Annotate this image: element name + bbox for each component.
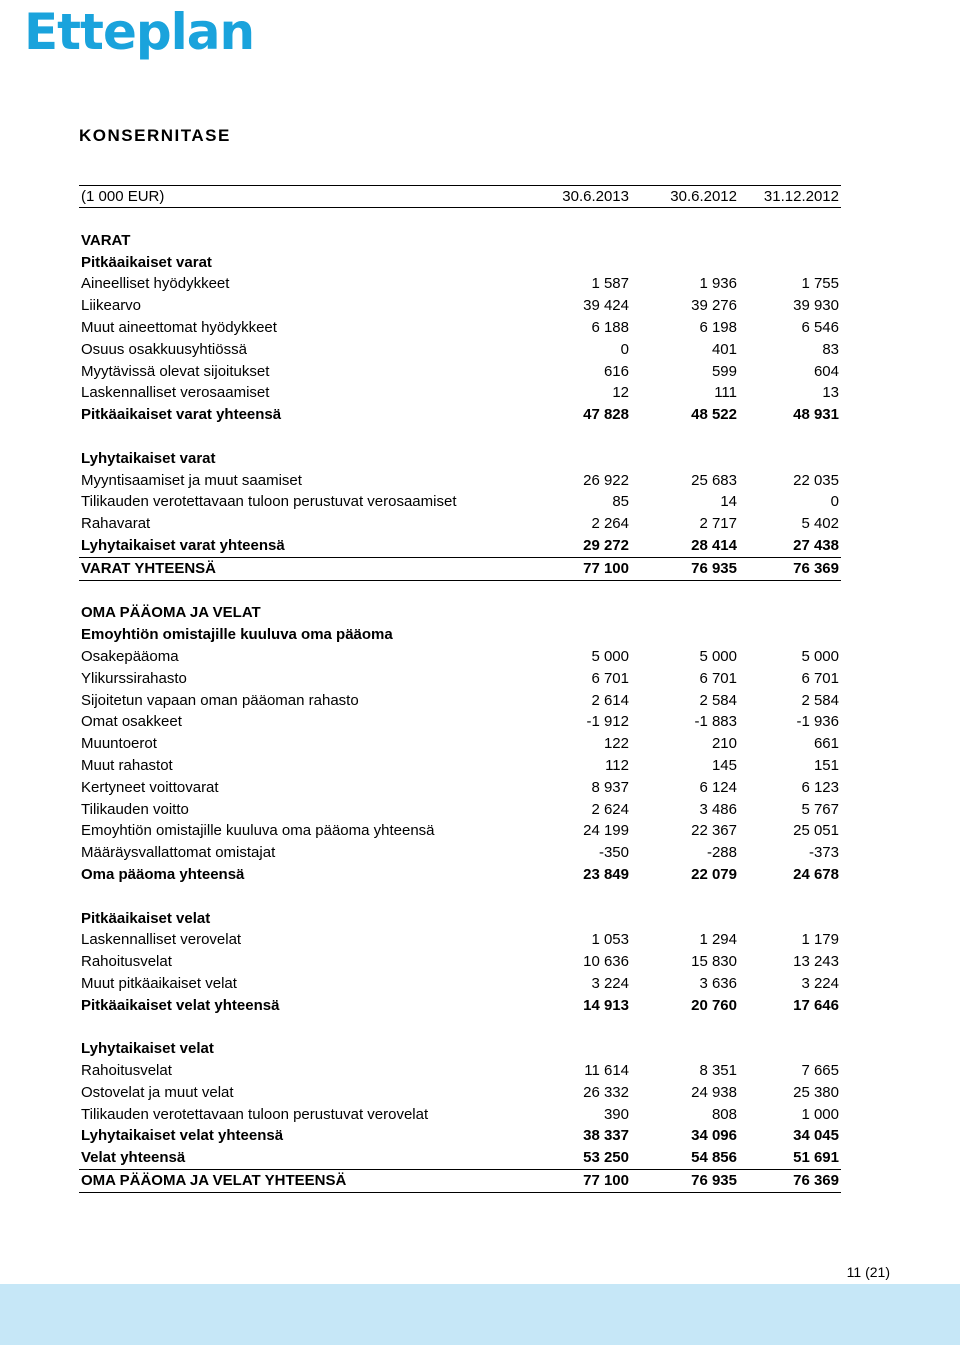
etteplan-logo: Etteplan bbox=[24, 3, 255, 61]
table-row bbox=[79, 995, 841, 1017]
row-value-col1: 145 bbox=[711, 756, 737, 774]
row-label: Pitkäaikaiset varat yhteensä bbox=[81, 406, 282, 424]
row-value-col2: 151 bbox=[813, 756, 839, 774]
row-value-col0: 616 bbox=[603, 362, 629, 380]
table-row bbox=[79, 755, 841, 777]
header-col-2012-full: 31.12.2012 bbox=[763, 188, 839, 205]
table-row bbox=[79, 668, 841, 690]
table-row bbox=[79, 908, 841, 930]
row-value-col0: 8 937 bbox=[591, 778, 629, 796]
row-value-col2: 24 678 bbox=[793, 865, 839, 883]
table-row bbox=[79, 1170, 841, 1193]
row-value-col1: -288 bbox=[706, 844, 737, 862]
table-row bbox=[79, 295, 841, 317]
row-label: Rahoitusvelat bbox=[81, 953, 172, 971]
row-value-col0: 1 053 bbox=[591, 931, 629, 949]
row-value-col0: 23 849 bbox=[583, 865, 629, 883]
row-value-col2: 0 bbox=[830, 493, 839, 511]
row-value-col1: 2 717 bbox=[699, 515, 737, 533]
table-row bbox=[79, 1038, 841, 1060]
row-label: Pitkäaikaiset velat yhteensä bbox=[81, 996, 280, 1014]
row-label: Pitkäaikaiset varat bbox=[81, 253, 212, 271]
row-label: VARAT bbox=[81, 231, 131, 249]
row-value-col0: 29 272 bbox=[583, 536, 629, 554]
row-value-col0: 0 bbox=[620, 340, 629, 358]
row-label: Pitkäaikaiset velat bbox=[81, 909, 211, 927]
row-value-col1: 39 276 bbox=[691, 297, 737, 315]
row-value-col0: -350 bbox=[598, 844, 629, 862]
row-label: Omat osakkeet bbox=[81, 713, 182, 731]
row-value-col1: 76 935 bbox=[691, 559, 737, 577]
row-value-col0: 2 614 bbox=[591, 691, 629, 709]
row-value-col2: 6 701 bbox=[801, 669, 839, 687]
row-value-col0: 3 224 bbox=[591, 974, 629, 992]
row-value-col0: 6 701 bbox=[591, 669, 629, 687]
row-value-col2: 22 035 bbox=[793, 471, 839, 489]
row-label: Aineelliset hyödykkeet bbox=[81, 275, 230, 293]
row-value-col0: -1 912 bbox=[586, 713, 629, 731]
table-row bbox=[79, 820, 841, 842]
row-label: Laskennalliset verosaamiset bbox=[81, 384, 270, 402]
row-value-col0: 2 264 bbox=[591, 515, 629, 533]
row-value-col1: 6 198 bbox=[699, 318, 737, 336]
row-value-col1: 5 000 bbox=[699, 647, 737, 665]
row-value-col1: 3 636 bbox=[699, 974, 737, 992]
row-label: VARAT YHTEENSÄ bbox=[81, 559, 217, 577]
row-value-col0: 38 337 bbox=[583, 1127, 629, 1145]
table-row bbox=[79, 951, 841, 973]
row-value-col0: 47 828 bbox=[583, 406, 629, 424]
table-row bbox=[79, 230, 841, 252]
row-value-col0: 14 913 bbox=[583, 996, 629, 1014]
row-value-col2: 13 bbox=[822, 384, 839, 402]
row-value-col1: 401 bbox=[711, 340, 737, 358]
row-value-col0: 39 424 bbox=[583, 297, 629, 315]
row-value-col1: 22 367 bbox=[691, 822, 737, 840]
table-row bbox=[79, 1082, 841, 1104]
balance-sheet-table bbox=[79, 185, 841, 1193]
table-row bbox=[79, 646, 841, 668]
row-value-col2: 27 438 bbox=[793, 536, 839, 554]
row-value-col2: 6 123 bbox=[801, 778, 839, 796]
table-row bbox=[79, 973, 841, 995]
row-value-col0: 390 bbox=[603, 1105, 629, 1123]
row-value-col0: 26 922 bbox=[583, 471, 629, 489]
row-value-col2: 25 380 bbox=[793, 1083, 839, 1101]
row-value-col1: 808 bbox=[711, 1105, 737, 1123]
row-value-col0: 12 bbox=[612, 384, 629, 402]
row-label: Osakepääoma bbox=[81, 647, 179, 665]
row-value-col0: 24 199 bbox=[583, 822, 629, 840]
row-value-col2: 76 369 bbox=[793, 1172, 839, 1190]
row-value-col2: -373 bbox=[808, 844, 839, 862]
row-value-col2: 76 369 bbox=[793, 559, 839, 577]
page-number: 11 (21) bbox=[846, 1264, 890, 1280]
row-value-col1: 1 294 bbox=[699, 931, 737, 949]
row-value-col2: 25 051 bbox=[793, 822, 839, 840]
row-label: OMA PÄÄOMA JA VELAT YHTEENSÄ bbox=[81, 1172, 347, 1190]
row-value-col2: 5 402 bbox=[801, 515, 839, 533]
row-value-col0: 1 587 bbox=[591, 275, 629, 293]
table-row bbox=[79, 777, 841, 799]
row-value-col2: 51 691 bbox=[793, 1149, 839, 1167]
row-label: Velat yhteensä bbox=[81, 1149, 186, 1167]
row-label: Oma pääoma yhteensä bbox=[81, 865, 245, 883]
row-value-col2: 34 045 bbox=[793, 1127, 839, 1145]
table-row bbox=[79, 273, 841, 295]
row-label: Määräysvallattomat omistajat bbox=[81, 844, 276, 862]
table-header bbox=[79, 185, 841, 208]
row-value-col2: 3 224 bbox=[801, 974, 839, 992]
table-row bbox=[79, 448, 841, 470]
row-value-col0: 10 636 bbox=[583, 953, 629, 971]
table-row bbox=[79, 711, 841, 733]
row-value-col0: 11 614 bbox=[584, 1062, 629, 1080]
row-value-col2: 7 665 bbox=[801, 1062, 839, 1080]
row-value-col2: 13 243 bbox=[793, 953, 839, 971]
row-value-col1: 76 935 bbox=[691, 1172, 737, 1190]
row-label: Lyhytaikaiset varat yhteensä bbox=[81, 536, 285, 554]
header-unit-label: (1 000 EUR) bbox=[81, 188, 165, 205]
table-row bbox=[79, 864, 841, 886]
table-row bbox=[79, 842, 841, 864]
row-value-col0: 5 000 bbox=[591, 647, 629, 665]
spacer-row bbox=[79, 426, 841, 448]
row-label: Myyntisaamiset ja muut saamiset bbox=[81, 471, 302, 489]
row-label: Osuus osakkuusyhtiössä bbox=[81, 340, 247, 358]
table-row bbox=[79, 339, 841, 361]
footer-bar bbox=[0, 1284, 960, 1345]
row-value-col0: 77 100 bbox=[583, 1172, 629, 1190]
row-label: Emoyhtiön omistajille kuuluva oma pääoma yhteensä bbox=[81, 822, 435, 840]
row-label: Sijoitetun vapaan oman pääoman rahasto bbox=[81, 691, 359, 709]
row-value-col1: 54 856 bbox=[691, 1149, 737, 1167]
row-value-col2: 661 bbox=[813, 735, 839, 753]
row-value-col1: 14 bbox=[720, 493, 737, 511]
row-value-col1: 20 760 bbox=[691, 996, 737, 1014]
row-value-col2: 6 546 bbox=[801, 318, 839, 336]
table-row bbox=[79, 624, 841, 646]
row-label: Rahoitusvelat bbox=[81, 1062, 172, 1080]
row-value-col1: 8 351 bbox=[699, 1062, 737, 1080]
spacer-row bbox=[79, 1016, 841, 1038]
row-value-col1: 6 701 bbox=[699, 669, 737, 687]
row-label: Tilikauden verotettavaan tuloon perustuvat verovelat bbox=[81, 1105, 429, 1123]
table-row bbox=[79, 1125, 841, 1147]
row-label: Lyhytaikaiset velat yhteensä bbox=[81, 1127, 284, 1145]
row-value-col1: 2 584 bbox=[699, 691, 737, 709]
row-value-col0: 85 bbox=[612, 493, 629, 511]
table-row bbox=[79, 1104, 841, 1126]
row-value-col2: 17 646 bbox=[793, 996, 839, 1014]
table-row bbox=[79, 602, 841, 624]
row-label: Muuntoerot bbox=[81, 735, 157, 753]
row-label: Tilikauden voitto bbox=[81, 800, 189, 818]
table-row bbox=[79, 491, 841, 513]
header-col-2013: 30.6.2013 bbox=[562, 188, 629, 205]
row-value-col1: -1 883 bbox=[694, 713, 737, 731]
row-value-col1: 24 938 bbox=[691, 1083, 737, 1101]
table-row bbox=[79, 317, 841, 339]
row-value-col2: 2 584 bbox=[801, 691, 839, 709]
table-row bbox=[79, 1060, 841, 1082]
row-value-col1: 599 bbox=[711, 362, 737, 380]
row-label: Kertyneet voittovarat bbox=[81, 778, 219, 796]
row-value-col0: 26 332 bbox=[583, 1083, 629, 1101]
row-value-col1: 111 bbox=[714, 384, 737, 402]
row-value-col2: 1 179 bbox=[801, 931, 839, 949]
row-value-col1: 28 414 bbox=[691, 536, 737, 554]
table-row bbox=[79, 404, 841, 426]
row-value-col0: 53 250 bbox=[583, 1149, 629, 1167]
row-value-col2: 5 000 bbox=[801, 647, 839, 665]
table-row bbox=[79, 361, 841, 383]
row-value-col1: 22 079 bbox=[691, 865, 737, 883]
spacer-row bbox=[79, 886, 841, 908]
row-value-col1: 15 830 bbox=[691, 953, 737, 971]
row-label: Tilikauden verotettavaan tuloon perustuvat verosaamiset bbox=[81, 493, 457, 511]
row-value-col2: 83 bbox=[822, 340, 839, 358]
row-value-col1: 34 096 bbox=[691, 1127, 737, 1145]
row-value-col2: 5 767 bbox=[801, 800, 839, 818]
table-row bbox=[79, 929, 841, 951]
row-label: Liikearvo bbox=[81, 297, 142, 315]
table-row bbox=[79, 382, 841, 404]
row-value-col1: 48 522 bbox=[691, 406, 737, 424]
row-value-col1: 6 124 bbox=[699, 778, 737, 796]
spacer-row bbox=[79, 581, 841, 603]
row-label: Lyhytaikaiset varat bbox=[81, 449, 216, 467]
row-value-col0: 2 624 bbox=[591, 800, 629, 818]
table-row bbox=[79, 690, 841, 712]
row-value-col0: 112 bbox=[605, 756, 629, 774]
row-value-col1: 25 683 bbox=[691, 471, 737, 489]
row-value-col2: 1 000 bbox=[801, 1105, 839, 1123]
table-row bbox=[79, 513, 841, 535]
row-value-col0: 6 188 bbox=[591, 318, 629, 336]
row-value-col1: 1 936 bbox=[699, 275, 737, 293]
row-label: Muut rahastot bbox=[81, 756, 173, 774]
row-label: Ylikurssirahasto bbox=[81, 669, 187, 687]
table-row bbox=[79, 252, 841, 274]
table-row bbox=[79, 470, 841, 492]
row-value-col1: 210 bbox=[711, 735, 737, 753]
row-label: Lyhytaikaiset velat bbox=[81, 1040, 214, 1058]
table-body bbox=[79, 208, 841, 1193]
spacer-row bbox=[79, 208, 841, 230]
row-value-col2: 39 930 bbox=[793, 297, 839, 315]
table-row bbox=[79, 535, 841, 558]
row-label: Muut aineettomat hyödykkeet bbox=[81, 318, 277, 336]
row-value-col2: 1 755 bbox=[801, 275, 839, 293]
row-label: Myytävissä olevat sijoitukset bbox=[81, 362, 270, 380]
table-row bbox=[79, 1147, 841, 1170]
header-col-2012-h1: 30.6.2012 bbox=[670, 188, 737, 205]
row-value-col2: 604 bbox=[813, 362, 839, 380]
row-label: Rahavarat bbox=[81, 515, 151, 533]
row-value-col1: 3 486 bbox=[699, 800, 737, 818]
row-value-col2: 48 931 bbox=[793, 406, 839, 424]
row-label: OMA PÄÄOMA JA VELAT bbox=[81, 604, 261, 622]
row-label: Laskennalliset verovelat bbox=[81, 931, 242, 949]
table-row bbox=[79, 558, 841, 581]
row-value-col0: 77 100 bbox=[583, 559, 629, 577]
page-title: KONSERNITASE bbox=[79, 126, 231, 145]
row-label: Ostovelat ja muut velat bbox=[81, 1083, 234, 1101]
row-label: Muut pitkäaikaiset velat bbox=[81, 974, 237, 992]
row-value-col2: -1 936 bbox=[796, 713, 839, 731]
table-row bbox=[79, 733, 841, 755]
row-label: Emoyhtiön omistajille kuuluva oma pääoma bbox=[81, 626, 393, 644]
row-value-col0: 122 bbox=[603, 735, 629, 753]
table-row bbox=[79, 799, 841, 821]
